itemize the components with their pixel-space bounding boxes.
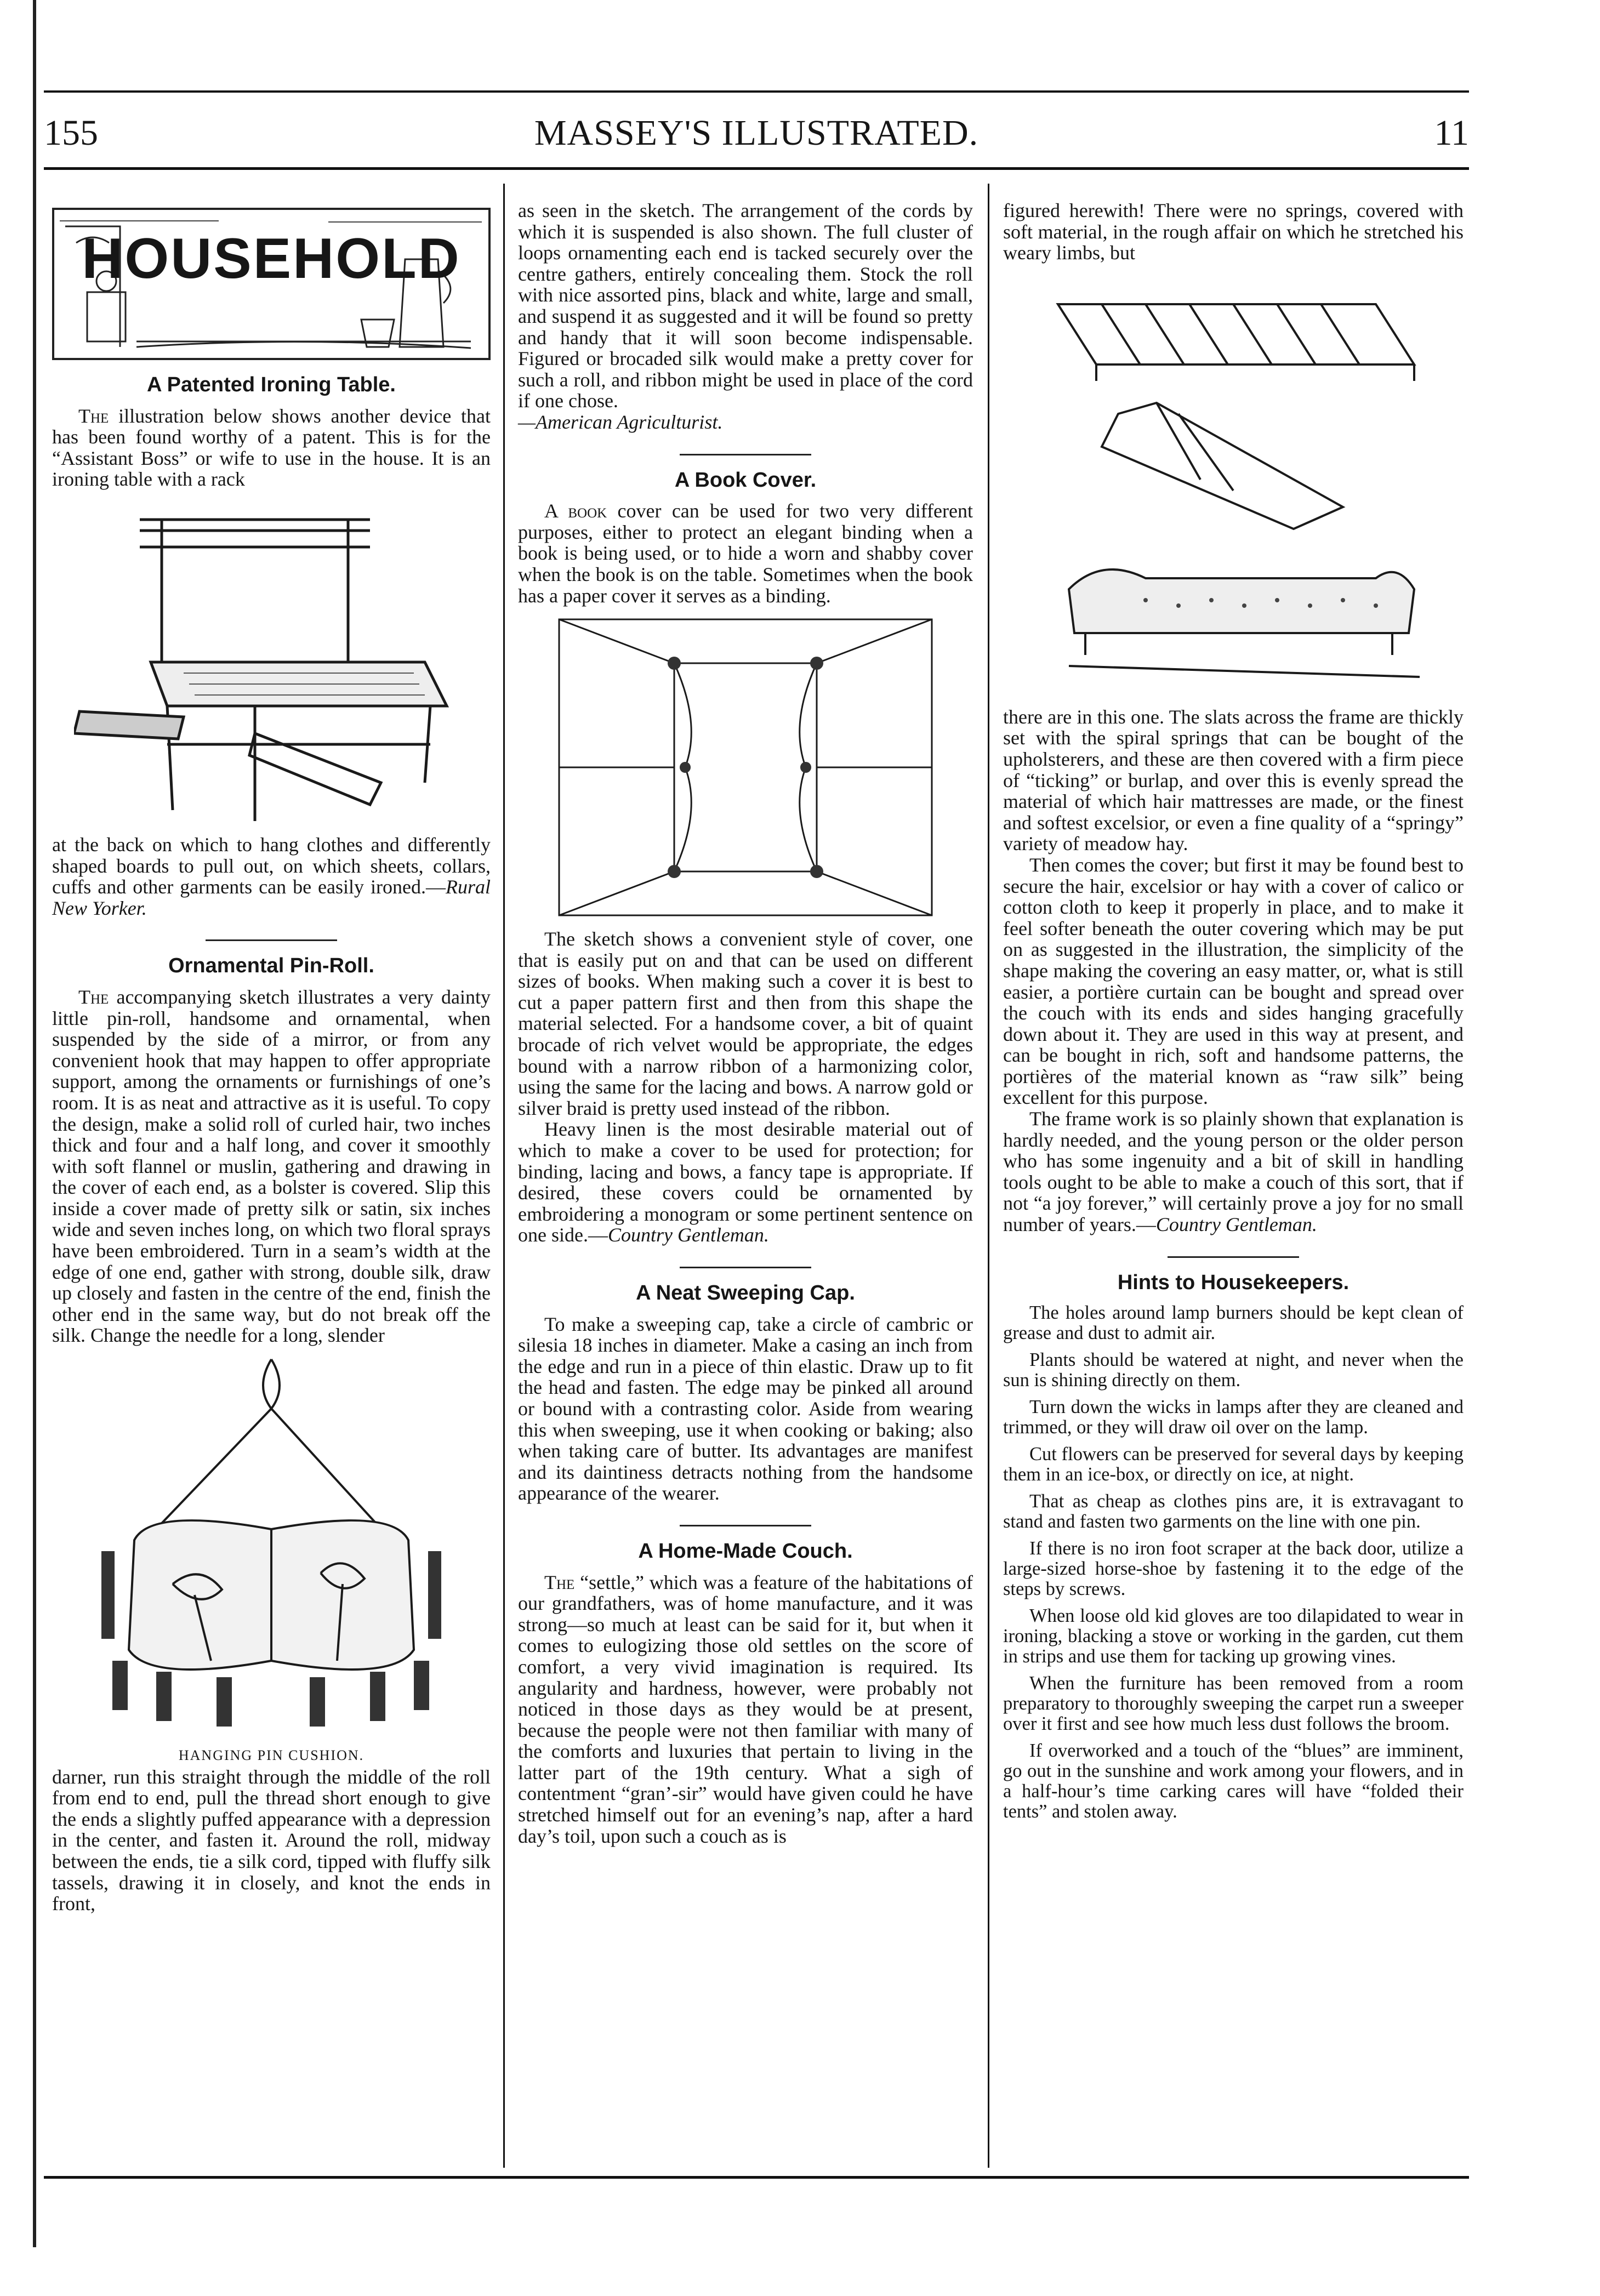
pin-roll-paragraph-1 <box>52 987 491 1346</box>
hint-item: Plants should be watered at night, and never when the sun is shining directly on them. <box>1003 1349 1464 1391</box>
hint-item: If there is no iron foot scraper at the back door, utilize a large-sized horse-shoe by fastening it to the edge of the steps by screws. <box>1003 1538 1464 1600</box>
top-rule <box>44 90 1469 93</box>
newspaper-page <box>44 90 1469 2212</box>
ironing-text-2: at the back on which to hang clothes and differently shaped boards to pull out, on which sheets, collars, cuffs and other garments can be easily ironed.— <box>52 833 491 898</box>
source-country-gentleman: Country Gentleman. <box>1155 1213 1317 1236</box>
hint-item: That as cheap as clothes pins are, it is extravagant to stand and fasten two garments on the line with one pin. <box>1003 1491 1464 1532</box>
heading-pin-roll: Ornamental Pin-Roll. <box>168 954 374 978</box>
drop-word: A book <box>544 500 607 522</box>
source-rural-new-yorker: Rural New Yorker. <box>52 876 491 919</box>
couch-text-5: The frame work is so plainly shown that explanation is hardly needed, and the young person or the older person who has some ingenuity and a bit of skill in handling tools ought to be able to make a couch of this sort, that if not “a joy forever,” will certainly prove a joy for no small number of years.— <box>1003 1108 1464 1236</box>
drop-word: The <box>78 404 109 427</box>
couch-paragraph-4: Then comes the cover; but first it may be found best to secure the hair, excelsior or hay with a cover of calico or cotton cloth to keep it properly in place, and to make it feel softer beneath the outer covering which may be put on as suggested in the illustration, the simplicity of the shape making the covering an easy matter, or, what is still easier, a portière curtain can be bought and spread over the couch with its ends and sides hanging gracefully down about it. They are used in this way at present, and can be bought in rich, soft and handsome patterns, the portières of the material known as “raw silk” being excellent for this purpose. <box>1003 853 1464 1109</box>
couch-paragraph-2: figured herewith! There were no springs, covered with soft material, in the rough affair on which he stretched his weary limbs, but <box>1003 200 1464 264</box>
hint-item: When loose old kid gloves are too dilapidated to wear in ironing, blacking a stove or working in the garden, cut them in strips and use them for tacking up growing vines. <box>1003 1605 1464 1667</box>
heading-ironing-table: A Patented Ironing Table. <box>147 373 396 396</box>
hint-item: Turn down the wicks in lamps after they are cleaned and trimmed, or they will draw oil over on the lamp. <box>1003 1397 1464 1438</box>
ironing-table-illustration <box>74 498 469 827</box>
page-edge-bar <box>33 0 36 2247</box>
section-separator <box>680 1267 811 1268</box>
ironing-paragraph-1 <box>52 406 491 490</box>
book-cover-text-1: cover can be used for two very different purposes, either to protect an elegant binding when a book is being used, or to hide a worn and shabby cover when the book is on the table. Sometimes when the book has a paper cover it serves as a binding. <box>518 500 973 607</box>
drop-word: The <box>544 1571 575 1593</box>
section-separator <box>680 1525 811 1526</box>
hints-list <box>1003 1303 1464 1822</box>
masthead: MASSEY'S ILLUSTRATED. <box>534 113 979 153</box>
section-separator <box>1168 1256 1299 1258</box>
section-separator <box>206 939 337 941</box>
ironing-text-1: illustration below shows another device that has been found worthy of a patent. This is for the “Assistant Boss” or wife to use in the house. It is an ironing table with a rack <box>52 404 491 491</box>
couch-paragraph-3: there are in this one. The slats across the frame are thickly set with the spiral springs that can be bought of the upholsterers, and these are then covered with a firm piece of “ticking” or burlap, and over this is evenly spread the material of which hair mattresses are made, or the finest and softest excelsior, or even a fine quality of a “springy” variety of meadow hay. <box>1003 705 1464 855</box>
hint-item: Cut flowers can be preserved for several days by keeping them in an ice-box, or directly on ice, at night. <box>1003 1444 1464 1485</box>
hanging-pin-cushion-illustration <box>79 1354 463 1737</box>
pin-roll-text-3: as seen in the sketch. The arrangement of the cords by which it is suspended is also shown. The full cluster of loops ornamenting each end is tacked securely over the centre gathers, entirely concealing them. Stock the roll with nice assorted pins, black and white, large and small, and suspend it as suggested and it will be found so pretty and handy that it will soon become indispensable. Figured or brocaded silk would make a pretty cover for such a roll, and ribbon might be used in place of the cord if one chose. <box>518 200 973 412</box>
source-country-gentleman: Country Gentleman. <box>607 1224 769 1246</box>
column-rule-2 <box>988 184 989 2168</box>
ironing-paragraph-2 <box>52 834 491 919</box>
hint-item: When the furniture has been removed from a room preparatory to thoroughly sweeping the carpet run a sweeper over it first and see how much less dust follows the broom. <box>1003 1673 1464 1735</box>
heading-book-cover: A Book Cover. <box>674 468 817 492</box>
drop-word: The <box>78 985 109 1008</box>
pin-roll-paragraph-2: darner, run this straight through the middle of the roll from end to end, pull the thread short enough to give the ends a slightly puffed appearance with a depression in the center, and fasten it. Around the roll, midway between the ends, tie a silk cord, tipped with fluffy silk tassels, drawing it in closely, and knot the ends in front, <box>52 1765 491 1915</box>
household-banner <box>52 208 491 360</box>
book-cover-paragraph-2: The sketch shows a convenient style of cover, one that is easily put on and that can be used on different sizes of books. When making such a cover it is best to cut a paper pattern first and then from this shape the material selected. For a handsome cover, a bit of quaint brocade of rich velvet would be appropriate, the edges bound with a narrow ribbon of a harmonizing color, using the same for the lacing and bows. A narrow gold or silver braid is pretty used instead of the ribbon. <box>518 928 973 1119</box>
figure-caption: HANGING PIN CUSHION. <box>178 1747 365 1764</box>
couch-paragraph-1 <box>518 1572 973 1847</box>
hint-item: If overworked and a touch of the “blues” are imminent, go out in the sunshine and work among your flowers, and in a half-hour’s time carking cares will have “folded their tents” and stolen away. <box>1003 1740 1464 1822</box>
source-american-agriculturist: —American Agriculturist. <box>518 411 723 433</box>
column-rule-1 <box>503 184 505 2168</box>
book-cover-paragraph-3 <box>518 1119 973 1246</box>
hint-item: The holes around lamp burners should be kept clean of grease and dust to admit air. <box>1003 1302 1464 1344</box>
book-cover-paragraph-1 <box>518 500 973 606</box>
left-page-number: 155 <box>44 113 98 153</box>
column-3 <box>1003 200 1464 1828</box>
section-separator <box>680 454 811 455</box>
banner-title: HOUSEHOLD <box>82 227 461 290</box>
pin-roll-text-1: accompanying sketch illustrates a very dainty little pin-roll, handsome and ornamental, when suspended by the side of a mirror, or from any convenient hook that may happen to offer appropriate support, among the ornaments or furnishings of one’s room. It is as neat and attractive as it is useful. To copy the design, make a solid roll of curled hair, two inches thick and four and a half long, and cover it smoothly with soft flannel or muslin, gathering and drawing in the cover of each end, as a bolster is covered. Slip this inside a cover made of pretty silk or satin, six inches wide and seven inches long, on which two floral sprays have been embroidered. Turn in a seam’s width at the edge of one end, gather with strong, double silk, draw up closely and fasten in the centre of the end, finish the other end in the same way, but do not break off the silk. Change the needle for a long, slender <box>52 985 491 1347</box>
book-cover-illustration <box>548 614 943 921</box>
couch-paragraph-5 <box>1003 1108 1464 1235</box>
sweeping-cap-paragraph: To make a sweeping cap, take a circle of cambric or silesia 18 inches in diameter. Make a casing an inch from the edge and run in a piece of thin elastic. Draw up to fit the head and fasten. The edge may be pinked all around or bound with a contrasting color. Aside from wearing this when sweeping, use it when cooking or baking; also when taking care of butter. Its advantages are manifest and its daintiness detracts nothing from the handsome appearance of the wearer. <box>518 1313 973 1505</box>
column-1 <box>52 200 491 1915</box>
column-2 <box>518 200 973 1847</box>
pin-roll-continued <box>518 200 973 433</box>
heading-home-made-couch: A Home-Made Couch. <box>638 1539 853 1563</box>
bottom-rule <box>44 2176 1469 2179</box>
header-rule <box>44 167 1469 170</box>
heading-hints: Hints to Housekeepers. <box>1117 1271 1350 1294</box>
couch-text-1: “settle,” which was a feature of the habitations of our grandfathers, was of home manufacture, and it was strong—so much at least can be said for it, but when it comes to eulogizing those old settles on the score of comfort, a very vivid imagination is required. Its angularity and hardness, however, were probably not noticed in those days as they would be at present, because the people were not then familiar with many of the comforts and luxuries that pertain to living in the latter part of the 19th century. What a sigh of contentment “gran’-sir” would have given could he have stretched himself out for an evening’s nap, after a hard day’s toil, upon such a couch as is <box>518 1571 973 1847</box>
right-page-number: 11 <box>1434 113 1469 153</box>
book-cover-text-3: Heavy linen is the most desirable material out of which to make a cover to be used for protection; for binding, lacing and bows, a fancy tape is appropriate. If desired, these covers could be ornamented by embroidering a monogram or some pertinent sentence on one side.— <box>518 1118 973 1246</box>
couch-frame-illustration <box>1036 271 1431 699</box>
heading-sweeping-cap: A Neat Sweeping Cap. <box>636 1281 855 1304</box>
